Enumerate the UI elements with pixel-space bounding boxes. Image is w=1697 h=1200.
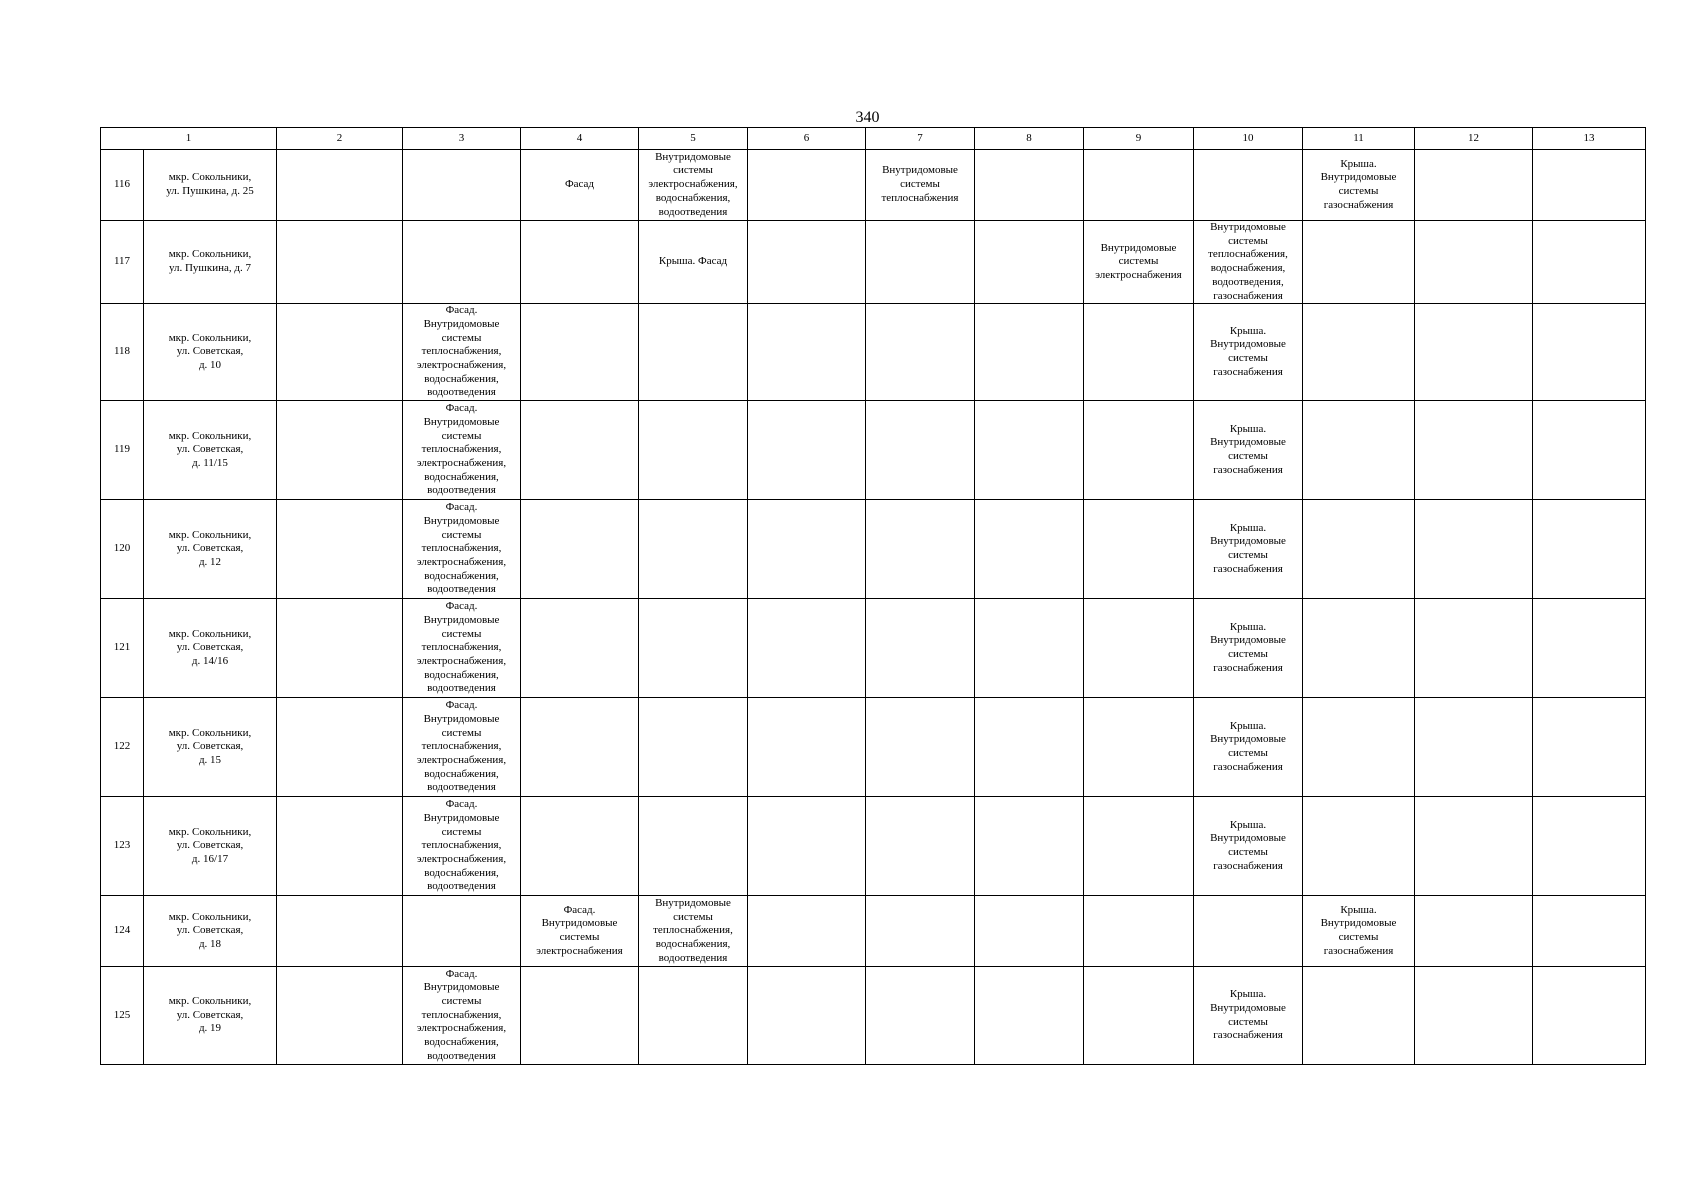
work-cell bbox=[1415, 150, 1533, 221]
row-number: 119 bbox=[101, 401, 144, 500]
work-cell bbox=[1084, 401, 1194, 500]
work-cell: Крыша. Внутридомовые системы газоснабжения bbox=[1303, 896, 1415, 967]
work-cell bbox=[1084, 797, 1194, 896]
work-cell bbox=[748, 698, 866, 797]
address-cell: мкр. Сокольники, ул. Советская, д. 19 bbox=[144, 967, 277, 1065]
work-cell bbox=[1194, 896, 1303, 967]
work-cell bbox=[975, 967, 1084, 1065]
work-cell: Внутридомовые системы теплоснабжения bbox=[866, 150, 975, 221]
work-cell: Внутридомовые системы электроснабжения bbox=[1084, 221, 1194, 304]
column-header: 8 bbox=[975, 128, 1084, 150]
row-number: 121 bbox=[101, 599, 144, 698]
work-cell: Крыша. Внутридомовые системы газоснабжения bbox=[1194, 500, 1303, 599]
work-cell bbox=[1084, 698, 1194, 797]
work-cell bbox=[866, 500, 975, 599]
work-cell bbox=[975, 500, 1084, 599]
work-cell: Фасад. Внутридомовые системы теплоснабжения, электроснабжения, водоснабжения, водоотведения bbox=[403, 967, 521, 1065]
address-cell: мкр. Сокольники, ул. Советская, д. 11/15 bbox=[144, 401, 277, 500]
address-cell: мкр. Сокольники, ул. Советская, д. 16/17 bbox=[144, 797, 277, 896]
work-cell bbox=[1303, 698, 1415, 797]
work-cell: Крыша. Фасад bbox=[639, 221, 748, 304]
work-cell bbox=[1084, 150, 1194, 221]
column-header: 10 bbox=[1194, 128, 1303, 150]
column-header: 3 bbox=[403, 128, 521, 150]
work-cell bbox=[1084, 967, 1194, 1065]
column-header: 5 bbox=[639, 128, 748, 150]
table-row bbox=[101, 221, 1646, 304]
work-cell: Крыша. Внутридомовые системы газоснабжения bbox=[1194, 401, 1303, 500]
work-cell bbox=[866, 401, 975, 500]
work-cell: Крыша. Внутридомовые системы газоснабжения bbox=[1194, 797, 1303, 896]
row-number: 122 bbox=[101, 698, 144, 797]
work-cell bbox=[1303, 500, 1415, 599]
table-body bbox=[101, 150, 1646, 1065]
work-cell bbox=[403, 221, 521, 304]
work-cell bbox=[403, 896, 521, 967]
work-cell bbox=[748, 797, 866, 896]
row-number: 120 bbox=[101, 500, 144, 599]
address-cell: мкр. Сокольники, ул. Пушкина, д. 7 bbox=[144, 221, 277, 304]
header-row bbox=[101, 128, 1646, 150]
work-cell: Фасад. Внутридомовые системы теплоснабжения, электроснабжения, водоснабжения, водоотведения bbox=[403, 698, 521, 797]
work-cell bbox=[1415, 797, 1533, 896]
work-cell bbox=[1533, 967, 1646, 1065]
work-cell bbox=[277, 304, 403, 401]
table-row bbox=[101, 599, 1646, 698]
row-number: 117 bbox=[101, 221, 144, 304]
work-cell bbox=[748, 599, 866, 698]
work-cell bbox=[521, 599, 639, 698]
page-number: 340 bbox=[855, 109, 880, 126]
work-cell bbox=[1533, 401, 1646, 500]
work-cell bbox=[639, 967, 748, 1065]
work-cell bbox=[1533, 221, 1646, 304]
column-header: 2 bbox=[277, 128, 403, 150]
work-cell bbox=[1303, 401, 1415, 500]
work-cell bbox=[866, 797, 975, 896]
work-cell bbox=[277, 698, 403, 797]
work-cell bbox=[639, 500, 748, 599]
work-cell bbox=[866, 304, 975, 401]
column-header: 9 bbox=[1084, 128, 1194, 150]
work-cell bbox=[975, 599, 1084, 698]
work-cell bbox=[748, 967, 866, 1065]
work-cell bbox=[521, 967, 639, 1065]
work-cell bbox=[1415, 698, 1533, 797]
work-cell bbox=[866, 896, 975, 967]
work-cell bbox=[1533, 797, 1646, 896]
column-header: 7 bbox=[866, 128, 975, 150]
column-header: 12 bbox=[1415, 128, 1533, 150]
address-cell: мкр. Сокольники, ул. Советская, д. 12 bbox=[144, 500, 277, 599]
work-cell bbox=[277, 599, 403, 698]
work-cell bbox=[1415, 304, 1533, 401]
work-cell bbox=[521, 500, 639, 599]
work-cell: Крыша. Внутридомовые системы газоснабжения bbox=[1194, 967, 1303, 1065]
work-cell: Внутридомовые системы теплоснабжения, водоснабжения, водоотведения bbox=[639, 896, 748, 967]
work-cell bbox=[1415, 221, 1533, 304]
work-cell bbox=[866, 967, 975, 1065]
work-cell bbox=[1415, 896, 1533, 967]
work-cell bbox=[1194, 150, 1303, 221]
row-number: 125 bbox=[101, 967, 144, 1065]
work-cell bbox=[975, 797, 1084, 896]
work-cell bbox=[521, 698, 639, 797]
work-cell bbox=[1084, 599, 1194, 698]
work-cell bbox=[748, 304, 866, 401]
work-cell bbox=[639, 797, 748, 896]
work-cell bbox=[521, 401, 639, 500]
work-cell bbox=[748, 221, 866, 304]
work-cell: Внутридомовые системы теплоснабжения, водоснабжения, водоотведения, газоснабжения bbox=[1194, 221, 1303, 304]
work-cell: Крыша. Внутридомовые системы газоснабжения bbox=[1194, 304, 1303, 401]
work-cell bbox=[1533, 304, 1646, 401]
table-row bbox=[101, 967, 1646, 1065]
work-cell bbox=[1533, 896, 1646, 967]
work-cell bbox=[277, 150, 403, 221]
repair-schedule-table bbox=[100, 127, 1646, 1065]
column-header: 13 bbox=[1533, 128, 1646, 150]
work-cell bbox=[1303, 304, 1415, 401]
address-cell: мкр. Сокольники, ул. Советская, д. 15 bbox=[144, 698, 277, 797]
work-cell: Крыша. Внутридомовые системы газоснабжения bbox=[1303, 150, 1415, 221]
column-header: 4 bbox=[521, 128, 639, 150]
column-header: 1 bbox=[101, 128, 277, 150]
work-cell bbox=[1303, 967, 1415, 1065]
address-cell: мкр. Сокольники, ул. Пушкина, д. 25 bbox=[144, 150, 277, 221]
work-cell bbox=[1415, 500, 1533, 599]
work-cell bbox=[975, 304, 1084, 401]
column-header: 11 bbox=[1303, 128, 1415, 150]
work-cell bbox=[277, 896, 403, 967]
work-cell bbox=[748, 896, 866, 967]
table-row bbox=[101, 150, 1646, 221]
column-header: 6 bbox=[748, 128, 866, 150]
work-cell bbox=[521, 797, 639, 896]
row-number: 123 bbox=[101, 797, 144, 896]
work-cell: Фасад. Внутридомовые системы электроснабжения bbox=[521, 896, 639, 967]
work-cell bbox=[277, 967, 403, 1065]
table-row bbox=[101, 698, 1646, 797]
work-cell bbox=[277, 401, 403, 500]
work-cell bbox=[975, 698, 1084, 797]
table-row bbox=[101, 896, 1646, 967]
work-cell bbox=[277, 221, 403, 304]
work-cell bbox=[1303, 797, 1415, 896]
work-cell bbox=[748, 150, 866, 221]
work-cell: Фасад bbox=[521, 150, 639, 221]
table-row bbox=[101, 304, 1646, 401]
work-cell bbox=[277, 500, 403, 599]
work-cell bbox=[1415, 599, 1533, 698]
work-cell bbox=[975, 150, 1084, 221]
work-cell bbox=[1415, 401, 1533, 500]
row-number: 124 bbox=[101, 896, 144, 967]
work-cell bbox=[975, 221, 1084, 304]
work-cell: Фасад. Внутридомовые системы теплоснабжения, электроснабжения, водоснабжения, водоотведения bbox=[403, 797, 521, 896]
work-cell bbox=[748, 500, 866, 599]
work-cell bbox=[403, 150, 521, 221]
work-cell bbox=[866, 599, 975, 698]
work-cell bbox=[521, 304, 639, 401]
table-row bbox=[101, 797, 1646, 896]
work-cell bbox=[1533, 599, 1646, 698]
work-cell bbox=[1533, 150, 1646, 221]
work-cell: Фасад. Внутридомовые системы теплоснабжения, электроснабжения, водоснабжения, водоотведения bbox=[403, 304, 521, 401]
work-cell bbox=[1084, 304, 1194, 401]
work-cell bbox=[748, 401, 866, 500]
work-cell bbox=[639, 401, 748, 500]
table-row bbox=[101, 500, 1646, 599]
work-cell bbox=[1303, 221, 1415, 304]
work-cell: Крыша. Внутридомовые системы газоснабжения bbox=[1194, 698, 1303, 797]
work-cell bbox=[277, 797, 403, 896]
row-number: 116 bbox=[101, 150, 144, 221]
work-cell bbox=[639, 304, 748, 401]
work-cell bbox=[866, 221, 975, 304]
work-cell: Фасад. Внутридомовые системы теплоснабжения, электроснабжения, водоснабжения, водоотведения bbox=[403, 401, 521, 500]
work-cell bbox=[975, 401, 1084, 500]
work-cell: Фасад. Внутридомовые системы теплоснабжения, электроснабжения, водоснабжения, водоотведения bbox=[403, 599, 521, 698]
table-row bbox=[101, 401, 1646, 500]
work-cell: Внутридомовые системы электроснабжения, водоснабжения, водоотведения bbox=[639, 150, 748, 221]
work-cell bbox=[1533, 698, 1646, 797]
address-cell: мкр. Сокольники, ул. Советская, д. 14/16 bbox=[144, 599, 277, 698]
address-cell: мкр. Сокольники, ул. Советская, д. 18 bbox=[144, 896, 277, 967]
work-cell bbox=[639, 599, 748, 698]
work-cell bbox=[1533, 500, 1646, 599]
work-cell bbox=[1084, 896, 1194, 967]
work-cell bbox=[639, 698, 748, 797]
row-number: 118 bbox=[101, 304, 144, 401]
work-cell bbox=[1084, 500, 1194, 599]
work-cell bbox=[1415, 967, 1533, 1065]
work-cell bbox=[866, 698, 975, 797]
work-cell: Фасад. Внутридомовые системы теплоснабжения, электроснабжения, водоснабжения, водоотведения bbox=[403, 500, 521, 599]
work-cell bbox=[1303, 599, 1415, 698]
work-cell bbox=[521, 221, 639, 304]
address-cell: мкр. Сокольники, ул. Советская, д. 10 bbox=[144, 304, 277, 401]
work-cell bbox=[975, 896, 1084, 967]
work-cell: Крыша. Внутридомовые системы газоснабжения bbox=[1194, 599, 1303, 698]
